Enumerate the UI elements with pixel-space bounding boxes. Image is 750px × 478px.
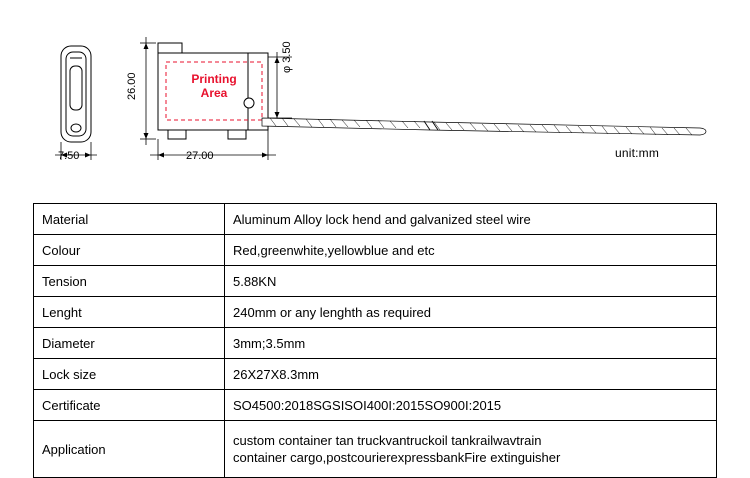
dimension-side-width-text: 7.50 bbox=[58, 150, 80, 162]
row-label-certificate: Certificate bbox=[34, 390, 225, 421]
table-row bbox=[34, 359, 717, 390]
row-value-lenght: 240mm or any lenghth as required bbox=[225, 297, 717, 328]
specification-table bbox=[33, 203, 717, 478]
printing-area-label-line1: Printing bbox=[191, 72, 237, 86]
lock-body-front-view bbox=[158, 43, 268, 139]
application-line-2: container cargo,postcourierexpressbankFire extinguisher bbox=[233, 450, 561, 465]
seal-drawing-svg bbox=[0, 0, 750, 190]
row-label-tension: Tension bbox=[34, 266, 225, 297]
row-label-lenght: Lenght bbox=[34, 297, 225, 328]
row-label-colour: Colour bbox=[34, 235, 225, 266]
table-row bbox=[34, 235, 717, 266]
table-row bbox=[34, 328, 717, 359]
row-label-diameter: Diameter bbox=[34, 328, 225, 359]
row-label-application: Application bbox=[34, 421, 225, 478]
dimension-height-text: 26.00 bbox=[126, 72, 138, 100]
height-dimension bbox=[140, 37, 156, 145]
row-value-diameter: 3mm;3.5mm bbox=[225, 328, 717, 359]
dimension-diameter-text: φ 3.50 bbox=[281, 41, 293, 73]
table-row bbox=[34, 297, 717, 328]
dimension-width-text: 27.00 bbox=[186, 150, 214, 162]
technical-drawing bbox=[0, 0, 750, 190]
table-row bbox=[34, 204, 717, 235]
table-row bbox=[34, 266, 717, 297]
row-value-colour: Red,greenwhite,yellowblue and etc bbox=[225, 235, 717, 266]
row-value-tension: 5.88KN bbox=[225, 266, 717, 297]
table-row bbox=[34, 390, 717, 421]
row-label-material: Material bbox=[34, 204, 225, 235]
row-label-lock-size: Lock size bbox=[34, 359, 225, 390]
application-line-1: custom container tan truckvantruckoil tankrailwavtrain bbox=[233, 433, 542, 448]
table-row bbox=[34, 421, 717, 478]
printing-area-label-line2: Area bbox=[200, 86, 228, 100]
row-value-certificate: SO4500:2018SGSISOI400I:2015SO900I:2015 bbox=[225, 390, 717, 421]
steel-wire-cable bbox=[262, 118, 706, 135]
row-value-application bbox=[225, 421, 717, 478]
row-value-material: Aluminum Alloy lock hend and galvanized steel wire bbox=[225, 204, 717, 235]
side-view-profile bbox=[61, 46, 91, 142]
unit-note: unit:mm bbox=[615, 146, 660, 160]
row-value-lock-size: 26X27X8.3mm bbox=[225, 359, 717, 390]
